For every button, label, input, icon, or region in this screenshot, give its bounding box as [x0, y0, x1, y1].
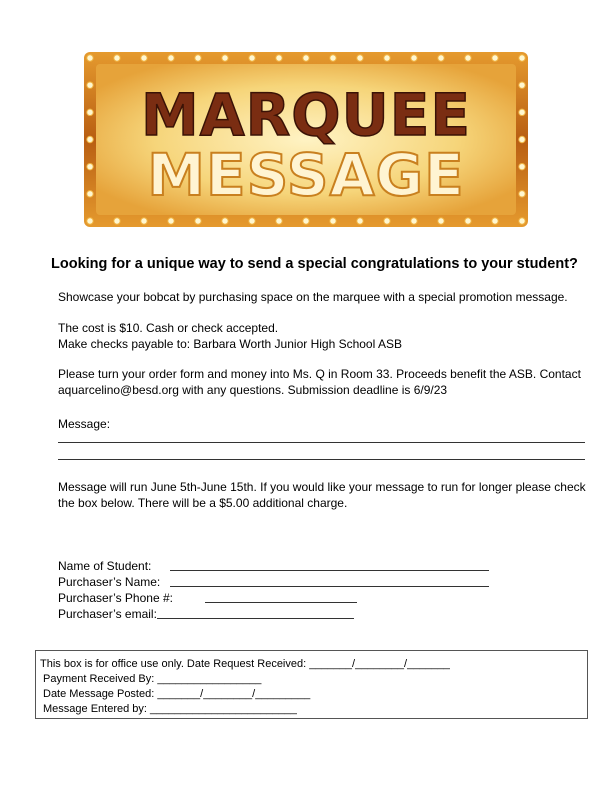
marquee-bulb	[87, 55, 93, 61]
marquee-bulb	[519, 109, 525, 115]
marquee-bulb	[303, 218, 309, 224]
marquee-bulb	[519, 218, 525, 224]
purchaser-email-field[interactable]	[157, 618, 354, 619]
marquee-bulb	[87, 218, 93, 224]
marquee-bulb	[87, 82, 93, 88]
marquee-bulb	[222, 55, 228, 61]
marquee-bulb	[465, 55, 471, 61]
cost-line: The cost is $10. Cash or check accepted.	[58, 321, 279, 335]
marquee-bulb	[411, 218, 417, 224]
purchaser-name-field[interactable]	[170, 586, 489, 587]
marquee-bulb	[114, 218, 120, 224]
purchaser-phone-row	[58, 590, 173, 606]
marquee-bulb	[195, 218, 201, 224]
office-use-box	[35, 650, 588, 719]
banner-line2: MESSAGE	[147, 141, 465, 209]
office-date-received[interactable]: This box is for office use only. Date Request Received: _______/________/_______	[40, 658, 450, 670]
message-line-2[interactable]	[58, 459, 585, 460]
marquee-bulb	[519, 191, 525, 197]
message-line-1[interactable]	[58, 442, 585, 443]
purchaser-fields	[58, 558, 173, 622]
cost-info	[58, 320, 593, 352]
marquee-bulb	[519, 136, 525, 142]
intro-text: Showcase your bobcat by purchasing space on the marquee with a special promotion message.	[58, 290, 568, 304]
office-message-entered[interactable]: Message Entered by: ________________________	[43, 703, 297, 715]
marquee-bulb	[519, 55, 525, 61]
student-name-label: Name of Student:	[58, 559, 152, 573]
student-name-field[interactable]	[170, 570, 489, 571]
marquee-bulb	[195, 55, 201, 61]
marquee-bulb	[141, 218, 147, 224]
purchaser-name-row	[58, 574, 173, 590]
purchaser-name-label: Purchaser’s Name:	[58, 575, 161, 589]
run-info-text: Message will run June 5th-June 15th. If you would like your message to run for longer please check the box below. There will be a $5.00 additional charge.	[58, 480, 586, 510]
marquee-bulb	[87, 109, 93, 115]
marquee-bulb	[384, 55, 390, 61]
marquee-bulb	[519, 82, 525, 88]
page-headline: Looking for a unique way to send a special congratulations to your student?	[51, 256, 578, 272]
office-date-posted[interactable]: Date Message Posted: _______/________/_________	[43, 688, 311, 700]
marquee-bulb	[87, 191, 93, 197]
marquee-bulb	[384, 218, 390, 224]
marquee-bulb	[438, 55, 444, 61]
purchaser-email-row	[58, 606, 173, 622]
banner-line1: MARQUEE	[141, 81, 471, 149]
marquee-bulb	[492, 218, 498, 224]
marquee-bulb	[249, 55, 255, 61]
turn-in-instructions: Please turn your order form and money into Ms. Q in Room 33. Proceeds benefit the ASB. Contact aquarcelino@besd.org with any questions. Submission deadline is 6/9/23	[58, 367, 581, 397]
marquee-bulb	[330, 218, 336, 224]
marquee-bulb	[357, 55, 363, 61]
marquee-banner-graphic	[84, 52, 528, 227]
marquee-bulb	[465, 218, 471, 224]
marquee-bulb	[276, 218, 282, 224]
marquee-bulb	[492, 55, 498, 61]
marquee-bulb	[303, 55, 309, 61]
purchaser-phone-field[interactable]	[205, 602, 357, 603]
message-label: Message:	[58, 417, 111, 431]
marquee-bulb	[519, 163, 525, 169]
marquee-message-banner	[84, 52, 528, 227]
purchaser-email-label: Purchaser’s email:	[58, 607, 157, 621]
purchaser-phone-label: Purchaser’s Phone #:	[58, 591, 173, 605]
marquee-bulb	[87, 136, 93, 142]
student-name-row	[58, 558, 173, 574]
marquee-bulb	[222, 218, 228, 224]
marquee-bulb	[357, 218, 363, 224]
marquee-bulb	[168, 55, 174, 61]
marquee-bulb	[168, 218, 174, 224]
marquee-bulb	[438, 218, 444, 224]
office-payment-received[interactable]: Payment Received By: _________________	[43, 673, 262, 685]
marquee-bulb	[114, 55, 120, 61]
checks-payable-line: Make checks payable to: Barbara Worth Junior High School ASB	[58, 337, 402, 351]
marquee-bulb	[411, 55, 417, 61]
marquee-bulb	[141, 55, 147, 61]
marquee-bulb	[249, 218, 255, 224]
marquee-bulb	[330, 55, 336, 61]
marquee-bulb	[87, 163, 93, 169]
marquee-bulb	[276, 55, 282, 61]
